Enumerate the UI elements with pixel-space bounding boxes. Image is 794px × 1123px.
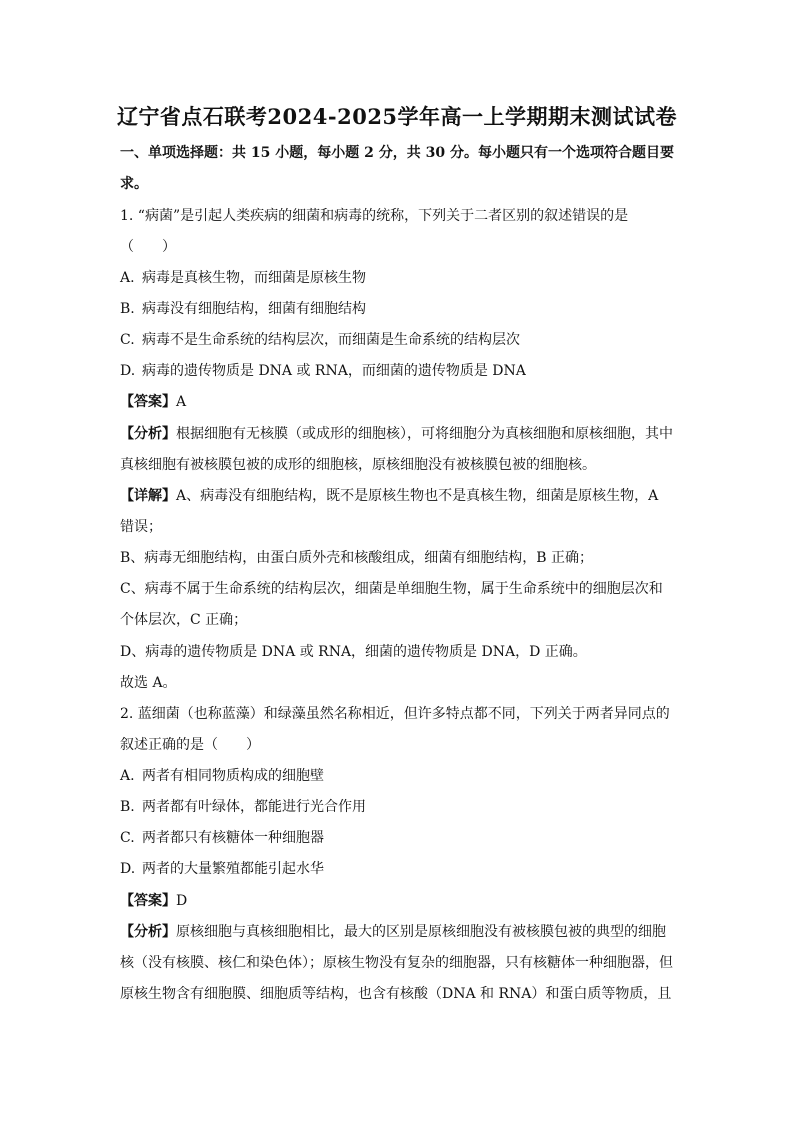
question-2-stem-cont: 叙述正确的是（ ） <box>120 737 260 753</box>
question-2-stem: 2. 蓝细菌（也称蓝藻）和绿藻虽然名称相近，但许多特点都不同，下列关于两者异同点的 <box>120 706 670 722</box>
question-2-analysis-cont: 原核生物含有细胞膜、细胞质等结构，也含有核酸（DNA 和 RNA）和蛋白质等物质，且 <box>120 986 672 1002</box>
option-text: 病毒不是生命系统的结构层次，而细菌是生命系统的结构层次 <box>142 332 520 348</box>
detail-tag: 【详解】 <box>120 488 176 504</box>
question-2-option-c <box>120 828 680 848</box>
answer-value: D <box>176 893 188 909</box>
question-1-detail-line: D、病毒的遗传物质是 DNA 或 RNA，细菌的遗传物质是 DNA，D 正确。 <box>120 644 587 660</box>
question-1-analysis-cont: 真核细胞有被核膜包被的成形的细胞核，原核细胞没有被核膜包被的细胞核。 <box>120 457 596 473</box>
analysis-text: 根据细胞有无核膜（或成形的细胞核），可将细胞分为真核细胞和原核细胞，其中 <box>176 426 673 442</box>
option-letter: D. <box>120 861 136 877</box>
question-1-analysis <box>120 424 680 444</box>
question-1-option-d <box>120 361 680 381</box>
section-heading-cont: 求。 <box>120 176 148 192</box>
option-text: 病毒是真核生物，而细菌是原核生物 <box>142 270 366 286</box>
option-letter: B. <box>120 799 135 815</box>
question-1-conclusion: 故选 A。 <box>120 675 177 691</box>
option-text: 两者都有叶绿体，都能进行光合作用 <box>142 799 366 815</box>
option-text: 病毒的遗传物质是 DNA 或 RNA，而细菌的遗传物质是 DNA <box>142 363 526 379</box>
analysis-tag: 【分析】 <box>120 924 176 940</box>
option-text: 两者的大量繁殖都能引起水华 <box>142 861 324 877</box>
answer-tag: 【答案】 <box>120 394 176 410</box>
answer-tag: 【答案】 <box>120 893 176 909</box>
answer-value: A <box>176 394 187 410</box>
question-1-detail-line: 错误； <box>120 519 162 535</box>
question-1-stem-cont: （ ） <box>120 239 176 255</box>
question-1-option-a <box>120 268 680 288</box>
question-2-option-b <box>120 797 680 817</box>
detail-text: A、病毒没有细胞结构，既不是原核生物也不是真核生物，细菌是原核生物，A <box>176 488 659 504</box>
question-2-analysis <box>120 922 680 942</box>
question-1-detail <box>120 486 680 506</box>
question-2-answer <box>120 891 680 911</box>
question-2-option-a <box>120 766 680 786</box>
option-text: 两者都只有核糖体一种细胞器 <box>142 830 324 846</box>
option-letter: C. <box>120 830 135 846</box>
page-title: 辽宁省点石联考2024-2025学年高一上学期期末测试试卷 <box>116 104 678 129</box>
section-heading: 一、单项选择题：共 15 小题，每小题 2 分，共 30 分。每小题只有一个选项符合题目要 <box>120 145 674 161</box>
option-letter: D. <box>120 363 136 379</box>
option-text: 两者有相同物质构成的细胞壁 <box>142 768 324 784</box>
question-2-option-d <box>120 859 680 879</box>
option-text: 病毒没有细胞结构，细菌有细胞结构 <box>142 301 366 317</box>
question-1-detail-line: 个体层次，C 正确； <box>120 612 248 628</box>
question-1-answer <box>120 392 680 412</box>
option-letter: B. <box>120 301 135 317</box>
analysis-text: 原核细胞与真核细胞相比，最大的区别是原核细胞没有被核膜包被的典型的细胞 <box>176 924 666 940</box>
option-letter: A. <box>120 270 135 286</box>
question-1-detail-line: B、病毒无细胞结构，由蛋白质外壳和核酸组成，细菌有细胞结构，B 正确； <box>120 550 594 566</box>
option-letter: C. <box>120 332 135 348</box>
question-1-option-c <box>120 330 680 350</box>
option-letter: A. <box>120 768 135 784</box>
question-1-stem: 1. “病菌”是引起人类疾病的细菌和病毒的统称，下列关于二者区别的叙述错误的是 <box>120 208 629 224</box>
question-2-analysis-cont: 核（没有核膜、核仁和染色体）；原核生物没有复杂的细胞器，只有核糖体一种细胞器，但 <box>120 955 673 971</box>
question-1-option-b <box>120 299 680 319</box>
question-1-detail-line: C、病毒不属于生命系统的结构层次，细菌是单细胞生物，属于生命系统中的细胞层次和 <box>120 581 663 597</box>
analysis-tag: 【分析】 <box>120 426 176 442</box>
